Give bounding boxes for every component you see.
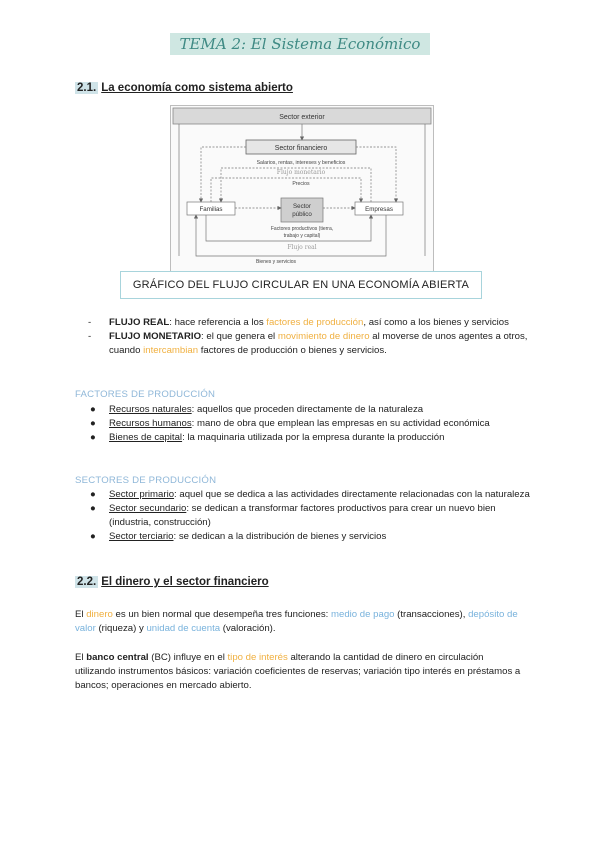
flow-highlight: intercambian [143, 345, 199, 356]
financiero-to-empresas-arrow [356, 147, 396, 202]
factores-productivos-label-1: Factores productivos (tierra, [270, 226, 334, 232]
dot-bullet: ● [90, 432, 96, 443]
flow-highlight: factores de producción [266, 317, 364, 328]
flow-term: FLUJO REAL [109, 317, 170, 328]
para-text: alterando la cantidad de dinero en circulación utilizando instrumentos básicos: variación coeficientes de reservas; variación tipo interés en préstamos a bancos; operaciones en mercado abierto. [75, 652, 521, 691]
sector-desc: : aquel que se dedica a las actividades directamente relacionadas con la naturaleza [174, 489, 530, 500]
flow-item-monetario [90, 330, 530, 358]
flow-text: al moverse de unos agentes a otros, cuando [109, 331, 528, 356]
section-number: 2.2. [77, 576, 97, 588]
para-text: El [75, 609, 87, 620]
para-text: (transacciones), [394, 609, 469, 620]
section-heading-2-2 [75, 576, 269, 588]
list-item [90, 530, 530, 544]
sector-term: Sector secundario [109, 503, 187, 514]
sector-term: Sector primario [109, 489, 175, 500]
dot-bullet: ● [90, 418, 96, 429]
sector-desc: : se dedican a transformar factores productivos para crear un nuevo bien (industria, construcción) [109, 503, 496, 528]
factores-list [90, 403, 530, 445]
section-title: La economía como sistema abierto [101, 82, 293, 94]
empresas-label: Empresas [365, 206, 393, 213]
para-highlight: unidad de cuenta [146, 623, 221, 634]
sectores-heading: SECTORES DE PRODUCCIÓN [75, 475, 217, 486]
sector-publico-label-1: Sector [293, 203, 311, 210]
flow-text: factores de producción o bienes y servicios. [198, 345, 387, 356]
section-heading-2-1 [75, 82, 293, 94]
precios-label: Precios [292, 181, 310, 187]
factores-productivos-label-2: trabajo y capital) [283, 233, 321, 239]
salarios-label: Salarios, rentas, intereses y beneficios [256, 160, 346, 166]
bienes-servicios-label: Bienes y servicios [255, 259, 297, 265]
dash-bullet: - [88, 317, 92, 328]
familias-label: Familias [199, 206, 223, 213]
para-bold: banco central [86, 652, 149, 663]
page-title-text: TEMA 2: El Sistema Económico [170, 33, 431, 55]
list-item [90, 431, 530, 445]
dot-bullet: ● [90, 531, 96, 542]
dinero-paragraph [75, 608, 535, 636]
flujo-monetario-label: Flujo monetario [276, 169, 326, 176]
para-text: El [75, 652, 87, 663]
factor-term: Recursos naturales [109, 404, 192, 415]
factor-desc: : aquellos que proceden directamente de la naturaleza [191, 404, 424, 415]
flow-term: FLUJO MONETARIO [109, 331, 202, 342]
factor-term: Bienes de capital [109, 432, 183, 443]
sectores-list [90, 488, 530, 544]
sector-term: Sector terciario [109, 531, 174, 542]
dash-bullet: - [88, 331, 92, 342]
section-number: 2.1. [77, 82, 97, 94]
para-highlight: medio de pago [331, 609, 395, 620]
factores-heading: FACTORES DE PRODUCCIÓN [75, 389, 216, 400]
flow-list [90, 316, 530, 358]
factor-term: Recursos humanos [109, 418, 192, 429]
list-item [90, 502, 530, 530]
flow-highlight: movimiento de dinero [277, 331, 370, 342]
page-title [0, 33, 600, 55]
banco-central-paragraph [75, 651, 525, 693]
flow-text: : hace referencia a los [169, 317, 267, 328]
list-item [90, 403, 530, 417]
list-item [90, 417, 530, 431]
flow-text: : el que genera el [201, 331, 278, 342]
circular-flow-diagram [170, 105, 434, 275]
diagram-caption: GRÁFICO DEL FLUJO CIRCULAR EN UNA ECONOMÍA ABIERTA [120, 271, 482, 299]
para-text: (valoración). [220, 623, 276, 634]
flow-text: , así como a los bienes y servicios [363, 317, 509, 328]
sector-exterior-label: Sector exterior [279, 114, 325, 121]
para-text: (BC) influye en el [148, 652, 228, 663]
flujo-real-label: Flujo real [287, 244, 317, 251]
dot-bullet: ● [90, 489, 96, 500]
para-text: es un bien normal que desempeña tres funciones: [112, 609, 332, 620]
para-text: (riqueza) y [95, 623, 147, 634]
section-title: El dinero y el sector financiero [101, 576, 269, 588]
para-highlight: tipo de interés [227, 652, 288, 663]
list-item [90, 488, 530, 502]
para-highlight: dinero [86, 609, 113, 620]
para-highlight: depósito de valor [75, 609, 518, 634]
dot-bullet: ● [90, 404, 96, 415]
financiero-to-familias-arrow [201, 147, 246, 202]
dot-bullet: ● [90, 503, 96, 514]
sector-publico-box [281, 198, 323, 222]
sector-financiero-label: Sector financiero [274, 145, 328, 152]
factor-desc: : mano de obra que emplean las empresas en su actividad económica [191, 418, 490, 429]
factor-desc: : la maquinaria utilizada por la empresa durante la producción [182, 432, 445, 443]
sector-publico-label-2: público [292, 211, 312, 218]
flow-item-real [90, 316, 530, 330]
sector-desc: : se dedican a la distribución de bienes y servicios [173, 531, 387, 542]
